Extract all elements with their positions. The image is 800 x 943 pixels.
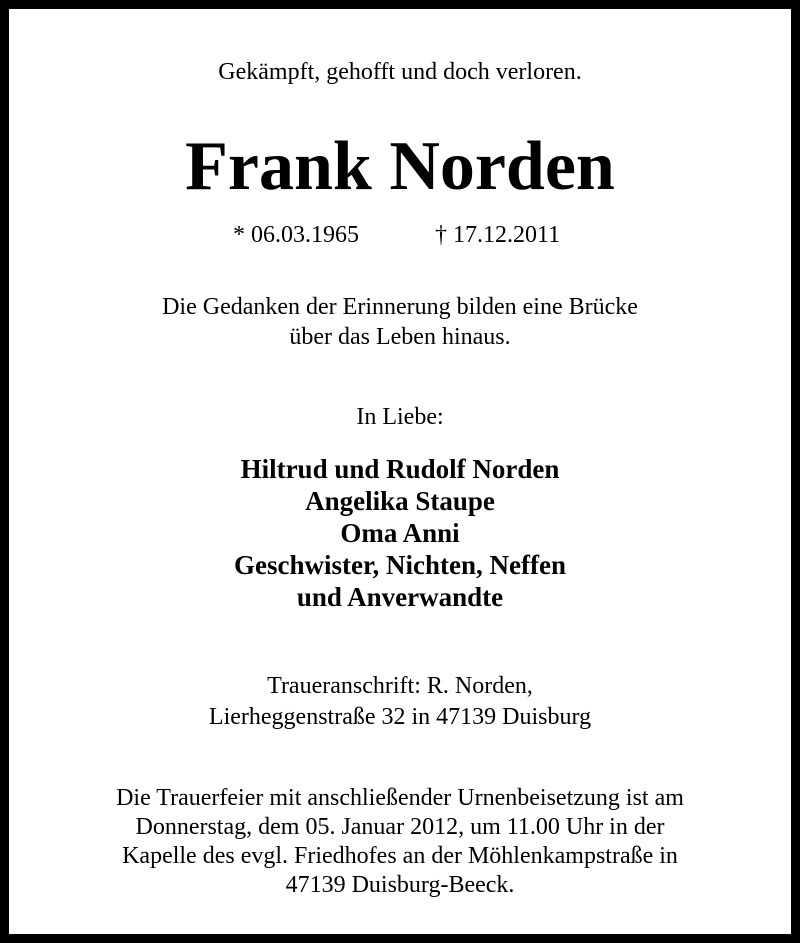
mourner: Angelika Staupe xyxy=(305,486,495,516)
address-line: Traueranschrift: R. Norden, xyxy=(267,673,533,699)
mourner: Oma Anni xyxy=(340,518,460,548)
mourner: Geschwister, Nichten, Neffen xyxy=(234,550,566,580)
motto: Gekämpft, gehofft und doch verloren. xyxy=(218,59,582,85)
ceremony-line: Donnerstag, dem 05. Januar 2012, um 11.00 Uhr in der xyxy=(135,814,665,840)
quote-line: über das Leben hinaus. xyxy=(289,324,511,350)
ceremony-line: 47139 Duisburg-Beeck. xyxy=(285,872,515,898)
memorial-quote xyxy=(9,292,791,352)
birth-date: * 06.03.1965 xyxy=(233,222,359,248)
mourning-address xyxy=(9,671,791,733)
mourners-list xyxy=(9,453,791,613)
ceremony-line: Kapelle des evgl. Friedhofes an der Möhlenkampstraße in xyxy=(122,843,678,869)
life-dates xyxy=(9,215,791,255)
in-love-label: In Liebe: xyxy=(356,404,444,430)
ceremony-line: Die Trauerfeier mit anschließender Urnenbeisetzung ist am xyxy=(116,785,684,811)
quote-line: Die Gedanken der Erinnerung bilden eine Brücke xyxy=(162,294,638,320)
mourner: und Anverwandte xyxy=(296,582,504,612)
mourner: Hiltrud und Rudolf Norden xyxy=(240,454,560,484)
address-line: Lierheggenstraße 32 in 47139 Duisburg xyxy=(208,704,592,730)
deceased-name: Frank Norden xyxy=(185,128,615,205)
death-date: † 17.12.2011 xyxy=(435,222,561,248)
funeral-ceremony-info xyxy=(9,784,791,900)
